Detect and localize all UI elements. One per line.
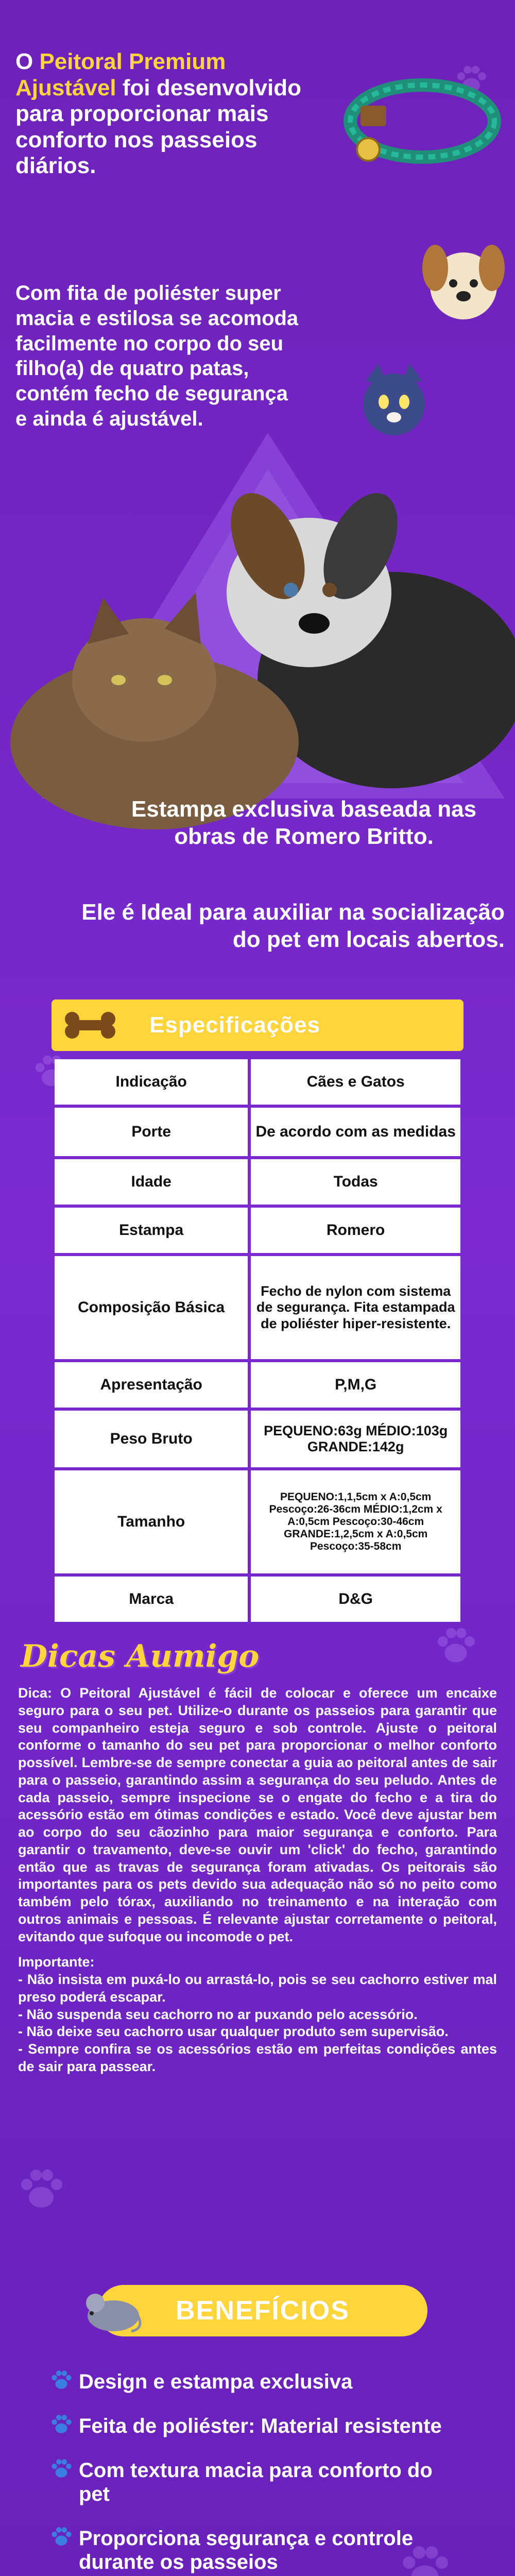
mouse-icon [77, 2287, 144, 2334]
list-item [49, 2414, 461, 2438]
spec-value: Fecho de nylon com sistema de segurança. Fita estampada de poliéster hiper-resistente. [251, 1256, 460, 1359]
spec-key: Idade [55, 1159, 248, 1205]
spec-value: Romero [251, 1208, 460, 1253]
table-row [55, 1411, 460, 1467]
specs-header [52, 999, 464, 1051]
table-row [55, 1256, 460, 1359]
tips-paragraph: Dica: O Peitoral Ajustável é fácil de colocar e oferece um encaixe seguro para o seu pet. Utilize-o durante os passeios para garantir que seu companheiro esteja seguro e sob controle. Ajuste o peitoral conforme o tamanho do seu pet para proporcionar o melhor conforto possível. Lembre-se de sempre conectar a guia ao peitoral antes de sair para o passeio, garantindo assim a segurança do seu peludo. Antes de cada passeio, sempre inspecione se o engate do fecho e a tira do acessório estão em ótimas condições e estado. Você deve ajustar bem ao corpo do seu cãozinho para maior segurança e conforto. Para garantir o travamento, deve-se ouvir um 'click' do fecho, garantindo então que as travas de segurança foram ativadas. Os peitorais são importantes para os pets devido sua adequação não só no peito como também pelo tórax, auxiliando no treinamento e na interação com outros animais e pessoas. É relevante ajustar corretamente o peitoral, evitando que sufoque ou incomode o pet. [18, 1685, 497, 1944]
spec-key: Apresentação [55, 1362, 248, 1408]
spec-key: Composição Básica [55, 1256, 248, 1359]
stamp-text: Estampa exclusiva baseada nas obras de Romero Britto. [131, 796, 477, 849]
benefits-header [98, 2285, 427, 2336]
table-row [55, 1159, 460, 1205]
benefits-title: BENEFÍCIOS [176, 2296, 350, 2326]
tips-important-item: - Não suspenda seu cachorro no ar puxando pelo acessório. [18, 2006, 418, 2022]
spec-key: Indicação [55, 1059, 248, 1105]
tips-important-item: - Não insista em puxá-lo ou arrastá-lo, pois se seu cachorro estiver mal preso poderá escapar. [18, 1972, 497, 2005]
spec-key: Tamanho [55, 1470, 248, 1573]
list-item [49, 2527, 461, 2574]
paw-icon [49, 2524, 74, 2549]
benefit-label: Feita de poliéster: Material resistente [79, 2415, 442, 2437]
spec-value: PEQUENO:63g MÉDIO:103g GRANDE:142g [251, 1411, 460, 1467]
specs-title: Especificações [149, 1012, 320, 1038]
cartoon-dog-icon [417, 237, 510, 330]
list-item [49, 2459, 461, 2506]
table-row [55, 1470, 460, 1573]
intro-prefix: O [15, 49, 40, 74]
spec-value: D&G [251, 1577, 460, 1622]
table-row [55, 1362, 460, 1408]
list-item [49, 2370, 461, 2394]
intro-rest: foi desenvolvido para proporcionar mais conforto nos passeios diários. [15, 75, 302, 179]
paw-icon [49, 2456, 74, 2481]
specs-table [52, 1056, 464, 1625]
benefit-label: Design e estampa exclusiva [79, 2370, 353, 2393]
benefits-list [49, 2370, 461, 2576]
benefit-label: Com textura macia para conforto do pet [79, 2459, 433, 2505]
spec-value: P,M,G [251, 1362, 460, 1408]
collar-icon [340, 67, 505, 175]
paw-icon [49, 2412, 74, 2437]
intro-paragraph-2: Com fita de poliéster super macia e estilosa se acomoda facilmente no corpo do seu filho(a) de quatro patas, contém fecho de segurança e ainda é ajustável. [15, 282, 299, 430]
intro-paragraph [15, 49, 304, 179]
tips-important-item: - Não deixe seu cachorro usar qualquer produto sem supervisão. [18, 2024, 449, 2040]
paw-icon [433, 1623, 479, 1669]
spec-value: PEQUENO:1,1,5cm x A:0,5cm Pescoço:26-36cm MÉDIO:1,2cm x A:0,5cm Pescoço:30-46cm GRANDE:1,2,5cm x A:0,5cm Pescoço:35-58cm [251, 1470, 460, 1573]
table-row [55, 1577, 460, 1622]
spec-value: Cães e Gatos [251, 1059, 460, 1105]
product-name: Peitoral Premium Ajustável [15, 49, 226, 100]
spec-key: Marca [55, 1577, 248, 1622]
tips-title: Dicas Aumigo [21, 1638, 260, 1674]
spec-value: Todas [251, 1159, 460, 1205]
tips-important-item: - Sempre confira se os acessórios estão em perfeitas condições antes de sair para passear. [18, 2041, 497, 2074]
spec-key: Peso Bruto [55, 1411, 248, 1467]
table-row [55, 1059, 460, 1105]
table-row [55, 1108, 460, 1156]
spec-key: Estampa [55, 1208, 248, 1253]
benefit-label: Proporciona segurança e controle durante os passeios [79, 2527, 414, 2573]
spec-key: Porte [55, 1108, 248, 1156]
bone-icon [62, 1010, 118, 1041]
table-row [55, 1208, 460, 1253]
socialization-text: Ele é Ideal para auxiliar na socialização do pet em locais abertos. [81, 900, 505, 952]
paw-icon [49, 2368, 74, 2393]
paw-icon [15, 2164, 67, 2215]
spec-value: De acordo com as medidas [251, 1108, 460, 1156]
tips-important-label: Importante: [18, 1954, 95, 1970]
tips-text [18, 1685, 497, 2076]
